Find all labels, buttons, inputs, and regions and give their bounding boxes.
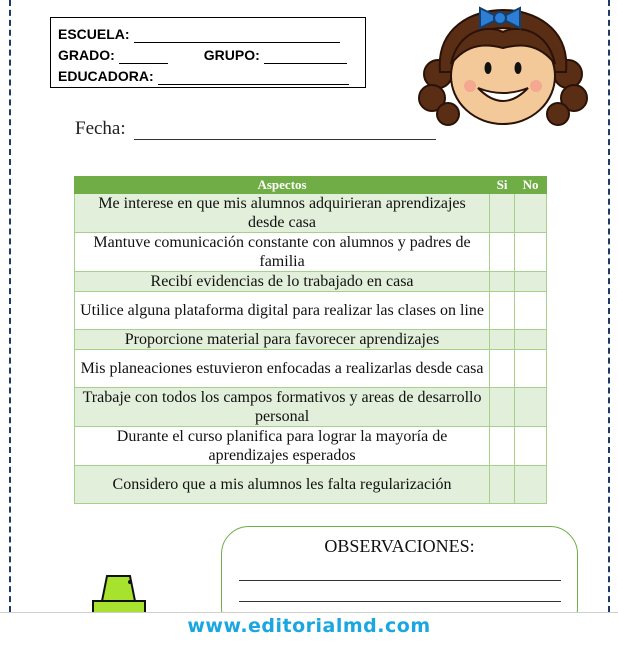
header-aspectos: Aspectos [75,177,490,194]
observaciones-line[interactable] [239,580,561,581]
no-checkbox-cell[interactable] [515,330,547,350]
aspects-checklist-table [74,176,547,504]
no-checkbox-cell[interactable] [515,272,547,292]
no-checkbox-cell[interactable] [515,233,547,272]
header-no: No [515,177,547,194]
table-row [75,350,547,388]
escuela-blank-line[interactable] [134,28,340,43]
aspect-text: Mantuve comunicación constante con alumnos y padres de familia [75,233,490,272]
si-checkbox-cell[interactable] [490,388,515,427]
fecha-field [75,118,436,140]
si-checkbox-cell[interactable] [490,292,515,330]
si-checkbox-cell[interactable] [490,466,515,504]
grado-grupo-row [58,43,365,64]
table-row [75,330,547,350]
educadora-row [58,64,365,85]
no-checkbox-cell[interactable] [515,194,547,233]
observaciones-title: OBSERVACIONES: [324,536,475,556]
observaciones-line[interactable] [239,601,561,602]
grado-label: GRADO: [58,47,115,63]
fecha-blank-line[interactable] [134,121,436,140]
page-border-right [608,0,610,612]
escuela-row [58,22,365,43]
table-row [75,233,547,272]
escuela-label: ESCUELA: [58,26,130,42]
no-checkbox-cell[interactable] [515,292,547,330]
aspect-text: Considero que a mis alumnos les falta regularización [75,466,490,504]
table-row [75,272,547,292]
aspect-text: Me interese en que mis alumnos adquirieran aprendizajes desde casa [75,194,490,233]
table-header-row [75,177,547,194]
aspect-text: Durante el curso planifica para lograr la mayoría de aprendizajes esperados [75,427,490,466]
table-row [75,466,547,504]
si-checkbox-cell[interactable] [490,350,515,388]
grupo-blank-line[interactable] [264,49,347,64]
green-marker-icon [90,573,150,613]
educadora-label: EDUCADORA: [58,68,154,84]
si-checkbox-cell[interactable] [490,427,515,466]
aspect-text: Proporcione material para favorecer aprendizajes [75,330,490,350]
no-checkbox-cell[interactable] [515,388,547,427]
grado-blank-line[interactable] [119,49,168,64]
table-row [75,194,547,233]
fecha-label: Fecha: [75,118,126,139]
si-checkbox-cell[interactable] [490,233,515,272]
aspect-text: Mis planeaciones estuvieron enfocadas a realizarlas desde casa [75,350,490,388]
si-checkbox-cell[interactable] [490,272,515,292]
aspect-text: Recibí evidencias de lo trabajado en casa [75,272,490,292]
aspect-text: Utilice alguna plataforma digital para realizar las clases on line [75,292,490,330]
girl-face-icon [418,2,588,127]
educadora-blank-line[interactable] [158,70,349,85]
no-checkbox-cell[interactable] [515,427,547,466]
grupo-label: GRUPO: [203,47,260,63]
no-checkbox-cell[interactable] [515,350,547,388]
table-row [75,427,547,466]
si-checkbox-cell[interactable] [490,330,515,350]
header-si: Si [490,177,515,194]
footer-url-link[interactable]: www.editorialmd.com [187,615,431,637]
table-row [75,388,547,427]
table-row [75,292,547,330]
no-checkbox-cell[interactable] [515,466,547,504]
page-border-left [9,0,11,612]
school-info-box [50,17,366,88]
footer-bar [0,612,618,646]
si-checkbox-cell[interactable] [490,194,515,233]
aspect-text: Trabaje con todos los campos formativos y areas de desarrollo personal [75,388,490,427]
